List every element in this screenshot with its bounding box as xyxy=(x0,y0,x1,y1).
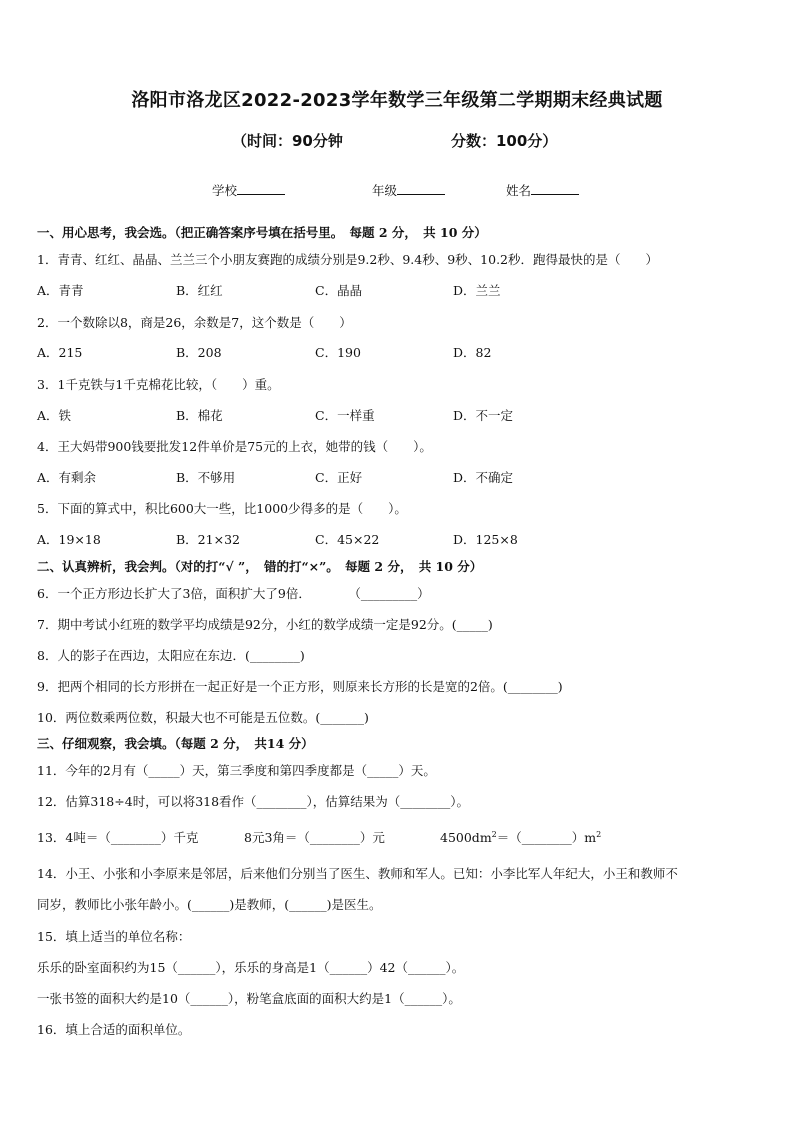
q13-m-unit: ＝（________）m xyxy=(496,830,597,845)
name-label: 姓名 xyxy=(506,183,532,198)
q4-option-b: B．不够用 xyxy=(176,470,236,485)
q5-option-a: A．19×18 xyxy=(37,532,101,547)
q2-option-c: C．190 xyxy=(315,345,361,360)
question-9: 9．把两个相同的长方形拼在一起正好是一个正方形，则原来长方形的长是宽的2倍。(________) xyxy=(37,679,563,694)
q5-option-b: B．21×32 xyxy=(176,532,240,547)
q5-option-c: C．45×22 xyxy=(315,532,380,547)
name-blank[interactable] xyxy=(531,182,579,195)
q13-dm-unit: 4500dm xyxy=(440,830,492,845)
section-3-heading: 三、仔细观察，我会填。（每题 2 分， 共14 分） xyxy=(37,736,314,751)
question-3: 3．1千克铁与1千克棉花比较，（ ）重。 xyxy=(37,377,280,392)
q1-option-a: A．青青 xyxy=(37,283,84,298)
question-15: 15．填上适当的单位名称： xyxy=(37,929,191,944)
question-14-line-2: 同岁，教师比小张年龄小。(______)是教师，(______)是医生。 xyxy=(37,897,382,912)
question-10: 10．两位数乘两位数，积最大也不可能是五位数。(_______) xyxy=(37,710,369,725)
school-label: 学校 xyxy=(212,183,238,198)
question-7: 7．期中考试小红班的数学平均成绩是92分，小红的数学成绩一定是92分。(_____) xyxy=(37,617,493,632)
q3-option-d: D．不一定 xyxy=(453,408,514,423)
question-5: 5．下面的算式中，积比600大一些，比1000少得多的是（ ）。 xyxy=(37,501,407,516)
section-2-heading: 二、认真辨析，我会判。（对的打“√ ”， 错的打“×”。 每题 2 分， 共 10 分） xyxy=(37,559,483,574)
question-14-line-1: 14．小王、小张和小李原来是邻居，后来他们分别当了医生、教师和军人。已知：小李比军人年纪大，小王和教师不 xyxy=(37,866,678,881)
question-8: 8．人的影子在西边，太阳应在东边．(________) xyxy=(37,648,305,663)
q2-option-d: D．82 xyxy=(453,345,492,360)
school-blank[interactable] xyxy=(237,182,285,195)
q4-option-c: C．正好 xyxy=(315,470,363,485)
q3-option-a: A．铁 xyxy=(37,408,72,423)
question-11: 11．今年的2月有（_____）天，第三季度和第四季度都是（_____）天。 xyxy=(37,763,436,778)
page-title: 洛阳市洛龙区2022-2023学年数学三年级第二学期期末经典试题 xyxy=(131,90,663,111)
question-1: 1．青青、红红、晶晶、兰兰三个小朋友赛跑的成绩分别是9.2秒、9.4秒、9秒、10.2秒．跑得最快的是（ ） xyxy=(37,252,658,267)
q13-m-square: 2 xyxy=(596,829,602,839)
q3-option-b: B．棉花 xyxy=(176,408,223,423)
q13-dm-square: 2 xyxy=(491,829,497,839)
question-6: 6．一个正方形边长扩大了3倍，面积扩大了9倍． （_________） xyxy=(37,586,430,601)
question-12: 12．估算318÷4时，可以将318看作（________），估算结果为（________）。 xyxy=(37,794,470,809)
q5-option-d: D．125×8 xyxy=(453,532,518,547)
q1-option-c: C．晶晶 xyxy=(315,283,363,298)
question-15-line-2: 一张书签的面积大约是10（______），粉笔盒底面的面积大约是1（______）。 xyxy=(37,991,461,1006)
score-label: 分数：100分） xyxy=(451,132,558,150)
section-1-heading: 一、用心思考，我会选。（把正确答案序号填在括号里。 每题 2 分， 共 10 分） xyxy=(37,225,487,240)
q3-option-c: C．一样重 xyxy=(315,408,375,423)
name-field xyxy=(506,181,579,199)
question-4: 4．王大妈带900钱要批发12件单价是75元的上衣，她带的钱（ ）。 xyxy=(37,439,432,454)
grade-label: 年级 xyxy=(372,183,398,198)
question-13-part-c xyxy=(440,828,601,846)
q1-option-d: D．兰兰 xyxy=(453,283,501,298)
question-15-line-1: 乐乐的卧室面积约为15（______），乐乐的身高是1（______）42（______）。 xyxy=(37,960,465,975)
q1-option-b: B．红红 xyxy=(176,283,223,298)
question-16: 16．填上合适的面积单位。 xyxy=(37,1022,191,1037)
school-field xyxy=(212,181,285,199)
grade-blank[interactable] xyxy=(397,182,445,195)
question-2: 2．一个数除以8，商是26，余数是7，这个数是（ ） xyxy=(37,315,352,330)
question-13-part-a: 13．4吨＝（________）千克 xyxy=(37,830,199,845)
question-13-part-b: 8元3角＝（________）元 xyxy=(244,830,385,845)
q2-option-b: B．208 xyxy=(176,345,222,360)
time-label: （时间：90分钟 xyxy=(232,132,343,150)
grade-field xyxy=(372,181,445,199)
q4-option-d: D．不确定 xyxy=(453,470,514,485)
q4-option-a: A．有剩余 xyxy=(37,470,97,485)
q2-option-a: A．215 xyxy=(37,345,83,360)
